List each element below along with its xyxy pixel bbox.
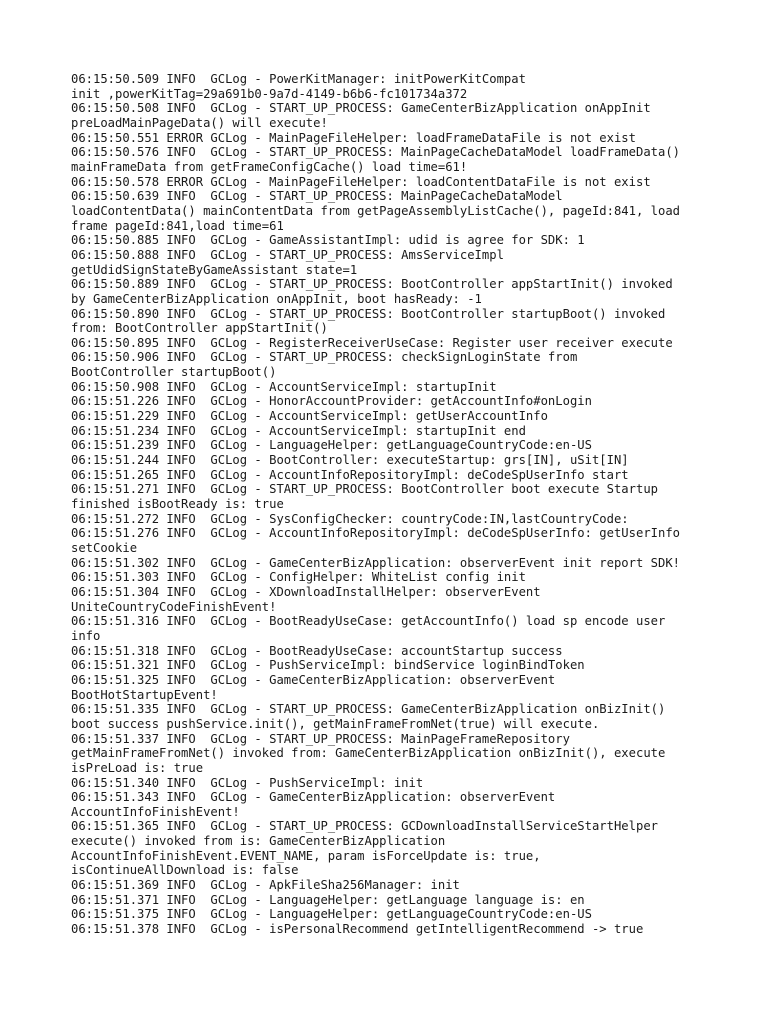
log-entry: 06:15:51.318 INFO GCLog - BootReadyUseCase: accountStartup success bbox=[71, 643, 563, 658]
log-entry: 06:15:50.576 INFO GCLog - START_UP_PROCESS: MainPageCacheDataModel loadFrameData() mainFrameData from getFrameConfigCache() load time=61! bbox=[71, 145, 681, 174]
log-entry: 06:15:51.337 INFO GCLog - START_UP_PROCESS: MainPageFrameRepository getMainFrameFromNet() invoked from: GameCenterBizApplication onBizInit(), execute isPreLoad is: true bbox=[71, 731, 666, 775]
log-entry: 06:15:51.325 INFO GCLog - GameCenterBizApplication: observerEvent BootHotStartupEvent! bbox=[71, 672, 556, 702]
log-entry: 06:15:51.226 INFO GCLog - HonorAccountProvider: getAccountInfo#onLogin bbox=[71, 394, 592, 409]
log-entry: 06:15:51.375 INFO GCLog - LanguageHelper: getLanguageCountryCode:en-US bbox=[71, 907, 592, 922]
log-entry: 06:15:50.578 ERROR GCLog - MainPageFileHelper: loadContentDataFile is not exist bbox=[71, 174, 651, 189]
log-entry: 06:15:50.639 INFO GCLog - START_UP_PROCESS: MainPageCacheDataModel loadContentData() mainContentData from getPageAssemblyListCache(), pageId:841, load frame pageId:841,load time=61 bbox=[71, 189, 681, 233]
log-entry: 06:15:50.509 INFO GCLog - PowerKitManager: initPowerKitCompat init ,powerKitTag=29a691b0-9a7d-4149-b6b6-fc101734a372 bbox=[71, 72, 526, 101]
log-document bbox=[71, 72, 711, 937]
log-entry: 06:15:50.885 INFO GCLog - GameAssistantImpl: udid is agree for SDK: 1 bbox=[71, 233, 585, 248]
log-entry: 06:15:50.895 INFO GCLog - RegisterReceiverUseCase: Register user receiver execute bbox=[71, 335, 673, 350]
log-entry: 06:15:50.508 INFO GCLog - START_UP_PROCESS: GameCenterBizApplication onAppInit preLoadMainPageData() will execute! bbox=[71, 101, 651, 130]
log-entry: 06:15:51.369 INFO GCLog - ApkFileSha256Manager: init bbox=[71, 878, 460, 893]
log-entry: 06:15:51.271 INFO GCLog - START_UP_PROCESS: BootController boot execute Startup finished isBootReady is: true bbox=[71, 482, 658, 512]
log-entry: 06:15:50.551 ERROR GCLog - MainPageFileHelper: loadFrameDataFile is not exist bbox=[71, 130, 636, 145]
log-entry: 06:15:50.908 INFO GCLog - AccountServiceImpl: startupInit bbox=[71, 379, 497, 394]
log-entry: 06:15:51.276 INFO GCLog - AccountInfoRepositoryImpl: deCodeSpUserInfo: getUserInfo setCookie bbox=[71, 526, 681, 555]
log-entry: 06:15:50.890 INFO GCLog - START_UP_PROCESS: BootController startupBoot() invoked from: BootController appStartInit() bbox=[71, 306, 666, 336]
log-entry: 06:15:50.906 INFO GCLog - START_UP_PROCESS: checkSignLoginState from BootController startupBoot() bbox=[71, 350, 578, 380]
log-entry: 06:15:51.239 INFO GCLog - LanguageHelper: getLanguageCountryCode:en-US bbox=[71, 438, 592, 453]
log-entry: 06:15:51.340 INFO GCLog - PushServiceImpl: init bbox=[71, 775, 424, 790]
log-entry: 06:15:51.316 INFO GCLog - BootReadyUseCase: getAccountInfo() load sp encode user info bbox=[71, 614, 666, 643]
log-entry: 06:15:51.378 INFO GCLog - isPersonalRecommend getIntelligentRecommend -> true bbox=[71, 922, 644, 937]
log-entry: 06:15:51.244 INFO GCLog - BootController: executeStartup: grs[IN], uSit[IN] bbox=[71, 453, 629, 468]
log-entry: 06:15:51.304 INFO GCLog - XDownloadInstallHelper: observerEvent UniteCountryCodeFinishEvent! bbox=[71, 584, 541, 614]
log-entry: 06:15:51.272 INFO GCLog - SysConfigChecker: countryCode:IN,lastCountryCode: bbox=[71, 511, 629, 526]
log-entry: 06:15:51.265 INFO GCLog - AccountInfoRepositoryImpl: deCodeSpUserInfo start bbox=[71, 467, 629, 482]
log-entry: 06:15:51.371 INFO GCLog - LanguageHelper: getLanguage language is: en bbox=[71, 892, 585, 907]
log-entry: 06:15:50.889 INFO GCLog - START_UP_PROCESS: BootController appStartInit() invoked by GameCenterBizApplication onAppInit, boot hasReady: -1 bbox=[71, 277, 673, 306]
log-entry: 06:15:51.302 INFO GCLog - GameCenterBizApplication: observerEvent init report SDK! bbox=[71, 555, 681, 570]
log-entry: 06:15:50.888 INFO GCLog - START_UP_PROCESS: AmsServiceImpl getUdidSignStateByGameAssistant state=1 bbox=[71, 247, 504, 277]
log-entry: 06:15:51.321 INFO GCLog - PushServiceImpl: bindService loginBindToken bbox=[71, 658, 585, 673]
log-entry: 06:15:51.343 INFO GCLog - GameCenterBizApplication: observerEvent AccountInfoFinishEvent! bbox=[71, 790, 556, 819]
log-entry: 06:15:51.234 INFO GCLog - AccountServiceImpl: startupInit end bbox=[71, 423, 526, 438]
log-entry: 06:15:51.335 INFO GCLog - START_UP_PROCESS: GameCenterBizApplication onBizInit() boot success pushService.init(), getMainFrameFromNet(true) will execute. bbox=[71, 702, 666, 731]
log-entry: 06:15:51.229 INFO GCLog - AccountServiceImpl: getUserAccountInfo bbox=[71, 409, 548, 424]
log-entry: 06:15:51.365 INFO GCLog - START_UP_PROCESS: GCDownloadInstallServiceStartHelper execute() invoked from is: GameCenterBizApplication AccountInfoFinishEvent.EVENT_NAME, param isForceUpdate is: true, isContinueAllDownload is: false bbox=[71, 819, 658, 878]
log-entry: 06:15:51.303 INFO GCLog - ConfigHelper: WhiteList config init bbox=[71, 570, 526, 585]
